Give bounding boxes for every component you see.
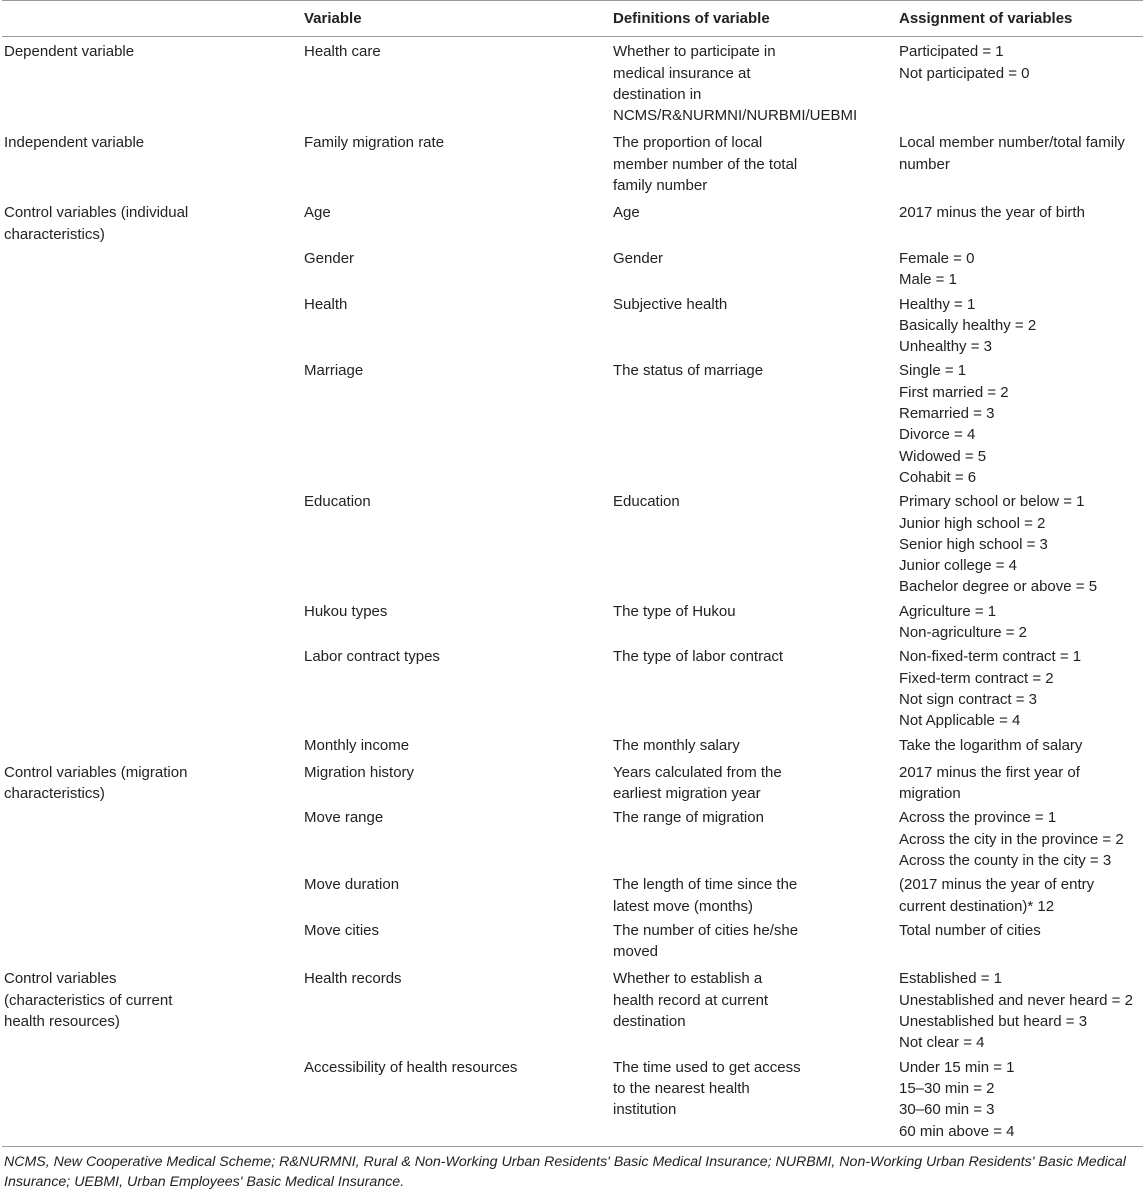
group-cell	[2, 359, 302, 490]
cell-line: (2017 minus the year of entry	[899, 876, 1095, 894]
cell-line: Across the county in the city = 3	[899, 851, 1112, 869]
group-cell	[2, 247, 302, 293]
group-cell	[2, 645, 302, 733]
cell-line: Education	[613, 493, 680, 511]
table-row	[2, 758, 1143, 807]
cell-line: Take the logarithm of salary	[899, 736, 1083, 754]
cell-line: Independent variable	[4, 134, 145, 152]
cell-line: destination	[613, 1013, 686, 1031]
variable-cell	[302, 758, 611, 807]
cell-line: Family migration rate	[304, 134, 445, 152]
cell-line: The proportion of local	[613, 134, 763, 152]
cell-line: Marriage	[304, 362, 364, 380]
variable-cell	[302, 1056, 611, 1147]
cell-line: Monthly income	[304, 736, 410, 754]
definition-cell	[611, 1056, 897, 1147]
cell-line: (characteristics of current	[4, 991, 173, 1009]
table-row	[2, 873, 1143, 919]
cell-line: Age	[304, 204, 331, 222]
variable-cell	[302, 964, 611, 1055]
cell-line: Move duration	[304, 876, 400, 894]
definition-cell	[611, 919, 897, 965]
cell-line: destination in	[613, 85, 702, 103]
cell-line: Health records	[304, 970, 402, 988]
cell-line: The monthly salary	[613, 736, 740, 754]
cell-line: Whether to participate in	[613, 43, 776, 61]
group-cell	[2, 964, 302, 1055]
cell-line: Male = 1	[899, 271, 957, 289]
cell-line: Control variables (individual	[4, 204, 189, 222]
table-body	[2, 37, 1143, 1147]
cell-line: Unestablished but heard = 3	[899, 1013, 1088, 1031]
definition-cell	[611, 600, 897, 646]
assignment-cell	[897, 919, 1143, 965]
table-row	[2, 734, 1143, 758]
table-row	[2, 293, 1143, 360]
assignment-cell	[897, 645, 1143, 733]
table-row	[2, 645, 1143, 733]
cell-line: Across the province = 1	[899, 809, 1057, 827]
cell-line: Junior college = 4	[899, 557, 1017, 575]
assignment-cell	[897, 359, 1143, 490]
cell-line: Widowed = 5	[899, 447, 987, 465]
cell-line: Accessibility of health resources	[304, 1058, 518, 1076]
definition-cell	[611, 293, 897, 360]
definition-cell	[611, 247, 897, 293]
assignment-cell	[897, 1056, 1143, 1147]
group-cell	[2, 37, 302, 129]
cell-line: Bachelor degree or above = 5	[899, 578, 1098, 596]
definition-cell	[611, 198, 897, 247]
cell-line: number	[899, 155, 950, 173]
cell-line: Migration history	[304, 763, 415, 781]
cell-line: NCMS/R&NURMNI/NURBMI/UEBMI	[613, 107, 858, 125]
cell-line: The length of time since the	[613, 876, 798, 894]
group-cell	[2, 734, 302, 758]
cell-line: The type of Hukou	[613, 602, 736, 620]
cell-line: 30–60 min = 3	[899, 1101, 995, 1119]
variable-cell	[302, 128, 611, 198]
table-row	[2, 919, 1143, 965]
cell-line: Gender	[304, 249, 355, 267]
variable-cell	[302, 873, 611, 919]
cell-line: Unestablished and never heard = 2	[899, 991, 1133, 1009]
cell-line: Established = 1	[899, 970, 1002, 988]
cell-line: Not clear = 4	[899, 1034, 985, 1052]
cell-line: Whether to establish a	[613, 970, 763, 988]
cell-line: Subjective health	[613, 295, 728, 313]
definition-cell	[611, 128, 897, 198]
cell-line: characteristics)	[4, 225, 105, 243]
cell-line: First married = 2	[899, 383, 1009, 401]
assignment-cell	[897, 873, 1143, 919]
definition-cell	[611, 734, 897, 758]
cell-line: Senior high school = 3	[899, 535, 1048, 553]
table-row	[2, 37, 1143, 129]
assignment-cell	[897, 758, 1143, 807]
assignment-cell	[897, 128, 1143, 198]
cell-line: Not sign contract = 3	[899, 690, 1037, 708]
header-col1	[2, 1, 302, 37]
cell-line: Unhealthy = 3	[899, 338, 992, 356]
assignment-cell	[897, 293, 1143, 360]
cell-line: Female = 0	[899, 249, 975, 267]
cell-line: medical insurance at	[613, 64, 751, 82]
variable-cell	[302, 490, 611, 599]
cell-line: Cohabit = 6	[899, 468, 977, 486]
variables-table	[2, 0, 1143, 1147]
cell-line: Agriculture = 1	[899, 602, 997, 620]
cell-line: characteristics)	[4, 785, 105, 803]
cell-line: latest move (months)	[613, 897, 754, 915]
group-cell	[2, 873, 302, 919]
table-header-row	[2, 1, 1143, 37]
cell-line: Move cities	[304, 921, 380, 939]
variable-cell	[302, 37, 611, 129]
cell-line: Hukou types	[304, 602, 388, 620]
assignment-cell	[897, 490, 1143, 599]
variable-cell	[302, 247, 611, 293]
cell-line: Junior high school = 2	[899, 514, 1046, 532]
cell-line: Primary school or below = 1	[899, 493, 1085, 511]
definition-cell	[611, 490, 897, 599]
cell-line: Not Applicable = 4	[899, 712, 1021, 730]
group-cell	[2, 128, 302, 198]
cell-line: Total number of cities	[899, 921, 1041, 939]
variable-cell	[302, 198, 611, 247]
group-cell	[2, 293, 302, 360]
cell-line: institution	[613, 1101, 677, 1119]
cell-line: Education	[304, 493, 371, 511]
cell-line: 2017 minus the year of birth	[899, 204, 1085, 222]
header-assignment: Assignment of variables	[897, 1, 1143, 37]
cell-line: current destination)* 12	[899, 897, 1055, 915]
cell-line: 15–30 min = 2	[899, 1079, 995, 1097]
assignment-cell	[897, 734, 1143, 758]
variable-cell	[302, 359, 611, 490]
cell-line: Under 15 min = 1	[899, 1058, 1015, 1076]
cell-line: Fixed-term contract = 2	[899, 669, 1054, 687]
variable-cell	[302, 645, 611, 733]
cell-line: earliest migration year	[613, 785, 761, 803]
group-cell	[2, 806, 302, 873]
cell-line: 60 min above = 4	[899, 1122, 1015, 1140]
definition-cell	[611, 37, 897, 129]
variable-cell	[302, 919, 611, 965]
cell-line: Not participated = 0	[899, 64, 1030, 82]
header-variable: Variable	[302, 1, 611, 37]
header-definitions: Definitions of variable	[611, 1, 897, 37]
table-row	[2, 128, 1143, 198]
cell-line: Local member number/total family	[899, 134, 1125, 152]
cell-line: moved	[613, 943, 659, 961]
cell-line: Dependent variable	[4, 43, 135, 61]
cell-line: Health care	[304, 43, 381, 61]
table-row	[2, 600, 1143, 646]
definition-cell	[611, 359, 897, 490]
table-footnote: NCMS, New Cooperative Medical Scheme; R&NURMNI, Rural & Non-Working Urban Residents' Basic Medical Insurance; NURBMI, Non-Working Urban Residents' Basic Medical Insurance; UEBMI, Urban Employees' Basic Medical Insurance.	[4, 1153, 1126, 1190]
cell-line: family number	[613, 177, 708, 195]
definition-cell	[611, 806, 897, 873]
cell-line: Healthy = 1	[899, 295, 976, 313]
assignment-cell	[897, 37, 1143, 129]
cell-line: Gender	[613, 249, 664, 267]
table-row	[2, 198, 1143, 247]
cell-line: Control variables (migration	[4, 763, 188, 781]
cell-line: The range of migration	[613, 809, 764, 827]
cell-line: Across the city in the province = 2	[899, 830, 1124, 848]
definition-cell	[611, 964, 897, 1055]
cell-line: Divorce = 4	[899, 426, 976, 444]
cell-line: Age	[613, 204, 640, 222]
cell-line: member number of the total	[613, 155, 798, 173]
cell-line: The number of cities he/she	[613, 921, 799, 939]
definition-cell	[611, 873, 897, 919]
group-cell	[2, 490, 302, 599]
group-cell	[2, 198, 302, 247]
cell-line: health record at current	[613, 991, 769, 1009]
cell-line: Participated = 1	[899, 43, 1004, 61]
group-cell	[2, 1056, 302, 1147]
cell-line: The status of marriage	[613, 362, 764, 380]
assignment-cell	[897, 806, 1143, 873]
variable-cell	[302, 806, 611, 873]
cell-line: health resources)	[4, 1013, 120, 1031]
cell-line: migration	[899, 785, 961, 803]
cell-line: Move range	[304, 809, 384, 827]
cell-line: Remarried = 3	[899, 405, 995, 423]
cell-line: The time used to get access	[613, 1058, 801, 1076]
table-row	[2, 359, 1143, 490]
cell-line: to the nearest health	[613, 1079, 750, 1097]
cell-line: Non-fixed-term contract = 1	[899, 648, 1082, 666]
table-row	[2, 1056, 1143, 1147]
table-row	[2, 806, 1143, 873]
cell-line: Health	[304, 295, 348, 313]
cell-line: Labor contract types	[304, 648, 440, 666]
assignment-cell	[897, 600, 1143, 646]
variable-cell	[302, 600, 611, 646]
cell-line: Control variables	[4, 970, 117, 988]
cell-line: Non-agriculture = 2	[899, 624, 1027, 642]
cell-line: Single = 1	[899, 362, 967, 380]
group-cell	[2, 600, 302, 646]
variable-cell	[302, 293, 611, 360]
cell-line: 2017 minus the first year of	[899, 763, 1080, 781]
table-row	[2, 490, 1143, 599]
cell-line: Years calculated from the	[613, 763, 782, 781]
variable-cell	[302, 734, 611, 758]
assignment-cell	[897, 964, 1143, 1055]
table-row	[2, 964, 1143, 1055]
definition-cell	[611, 758, 897, 807]
table-row	[2, 247, 1143, 293]
definition-cell	[611, 645, 897, 733]
assignment-cell	[897, 247, 1143, 293]
cell-line: Basically healthy = 2	[899, 316, 1037, 334]
cell-line: The type of labor contract	[613, 648, 784, 666]
group-cell	[2, 919, 302, 965]
group-cell	[2, 758, 302, 807]
assignment-cell	[897, 198, 1143, 247]
